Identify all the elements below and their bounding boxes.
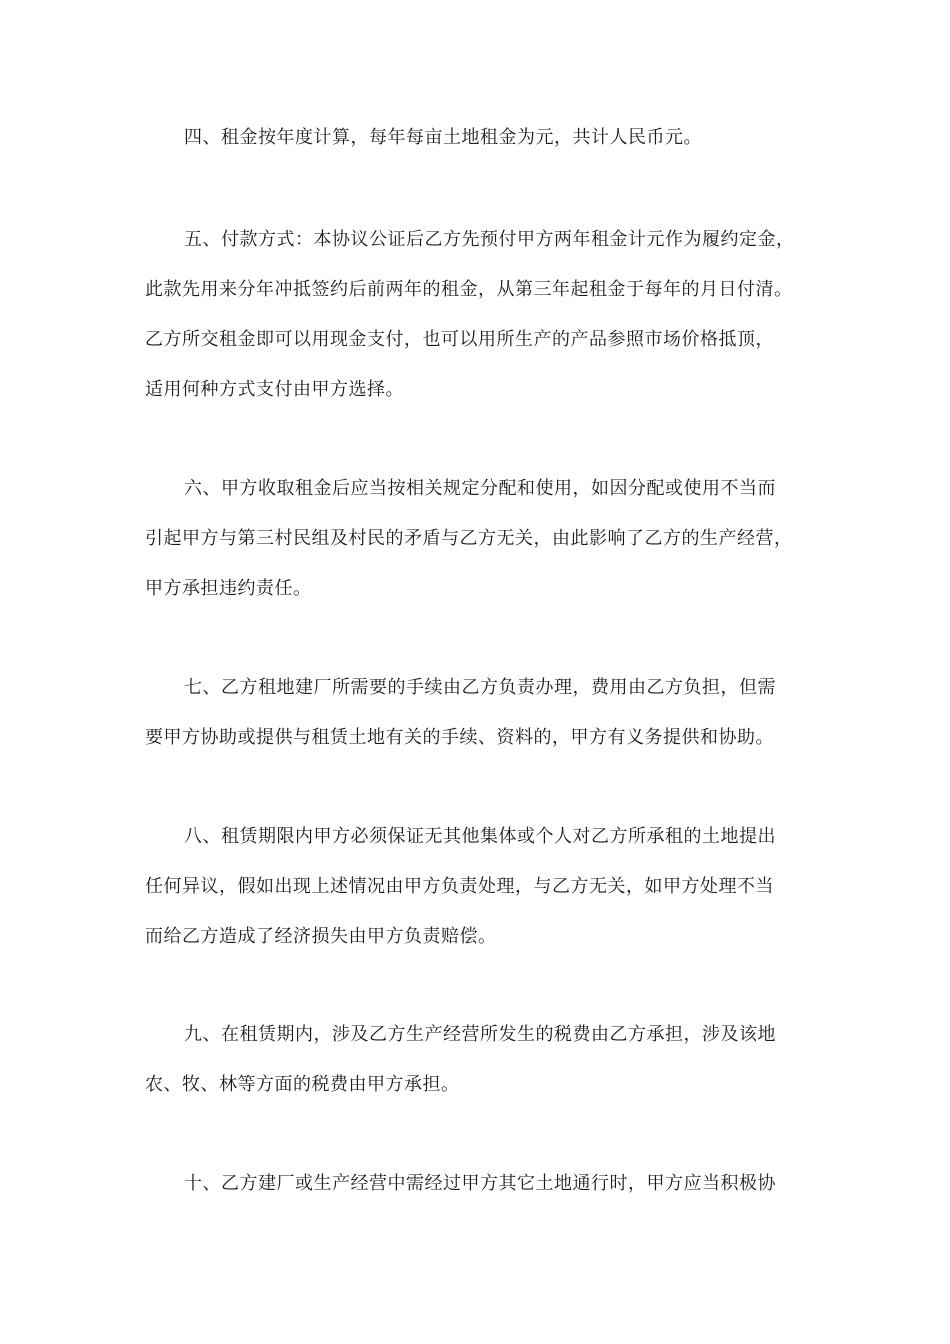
clause-5-line-3: 乙方所交租金即可以用现金支付，也可以用所生产的产品参照市场价格抵顶，	[145, 329, 774, 350]
clause-9-line-1: 九、在租赁期内，涉及乙方生产经营所发生的税费由乙方承担，涉及该地	[184, 1024, 776, 1045]
clause-5-line-1: 五、付款方式：本协议公证后乙方先预付甲方两年租金计元作为履约定金，	[184, 229, 795, 250]
clause-8-line-2: 任何异议，假如出现上述情况由甲方负责处理，与乙方无关，如甲方处理不当	[145, 876, 774, 897]
clause-10-line-1: 十、乙方建厂或生产经营中需经过甲方其它土地通行时，甲方应当积极协	[184, 1173, 776, 1194]
clause-7-line-2: 要甲方协助或提供与租赁土地有关的手续、资料的，甲方有义务提供和协助。	[145, 727, 774, 748]
clause-6-line-2: 引起甲方与第三村民组及村民的矛盾与乙方无关，由此影响了乙方的生产经营，	[145, 528, 793, 549]
clause-6-line-3: 甲方承担违约责任。	[145, 578, 312, 599]
clause-7-line-1: 七、乙方租地建厂所需要的手续由乙方负责办理，费用由乙方负担，但需	[184, 677, 776, 698]
clause-5-line-2: 此款先用来分年冲抵签约后前两年的租金，从第三年起租金于每年的月日付清。	[145, 279, 793, 300]
clause-6-line-1: 六、甲方收取租金后应当按相关规定分配和使用，如因分配或使用不当而	[184, 478, 776, 499]
clause-9-line-2: 农、牧、林等方面的税费由甲方承担。	[145, 1074, 460, 1095]
clause-8-line-1: 八、租赁期限内甲方必须保证无其他集体或个人对乙方所承租的土地提出	[184, 826, 776, 847]
clause-5-line-4: 适用何种方式支付由甲方选择。	[145, 379, 404, 400]
clause-4-line-1: 四、租金按年度计算，每年每亩土地租金为元，共计人民币元。	[184, 127, 702, 148]
clause-8-line-3: 而给乙方造成了经济损失由甲方负责赔偿。	[145, 926, 497, 947]
